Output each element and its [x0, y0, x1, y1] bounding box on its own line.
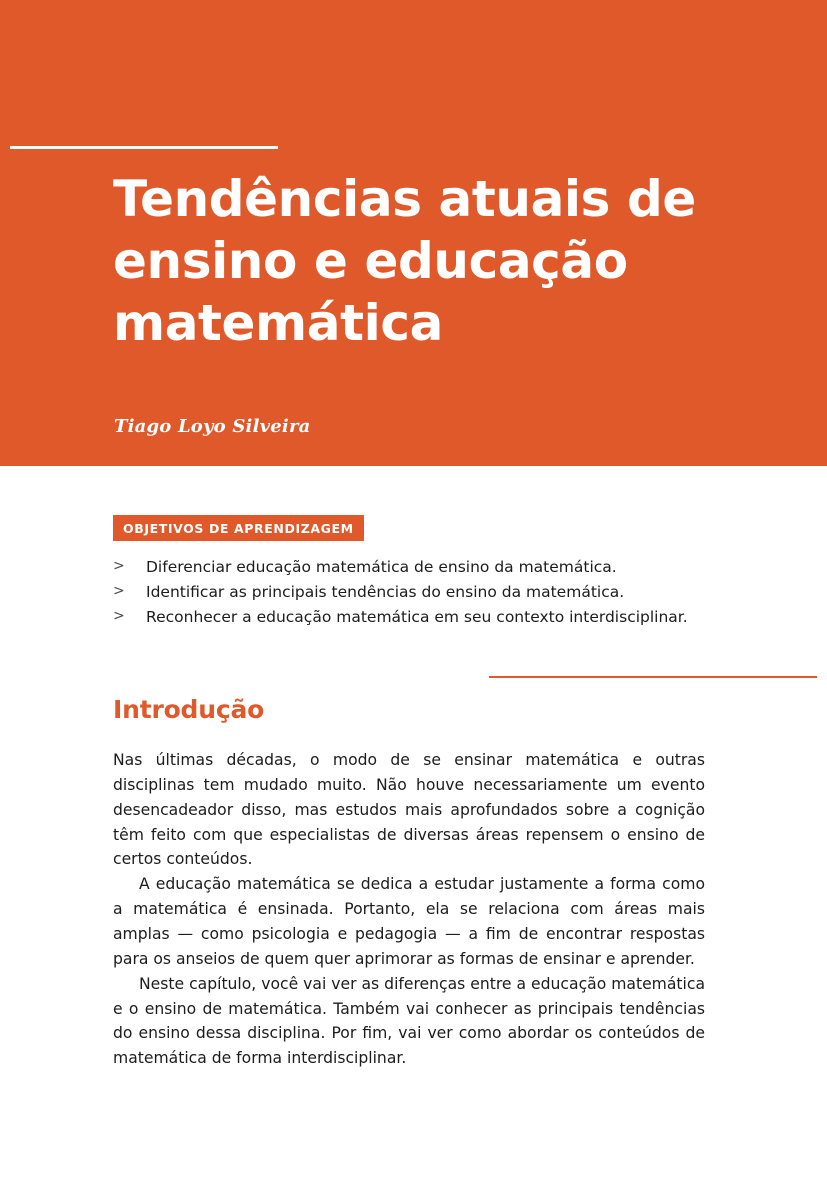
chevron-right-icon: > [113, 608, 125, 625]
paragraph: Nas últimas décadas, o modo de se ensinar matemática e outras disciplinas tem mudado muito. Não houve necessariamente um evento desencadeador disso, mas estudos mais aprofundados sobre a cognição têm feito com que especialistas de diversas áreas repensem o ensino de certos conteúdos. [113, 751, 705, 869]
paragraph: A educação matemática se dedica a estudar justamente a forma como a matemática é ensinada. Portanto, ela se relaciona com áreas mais amplas — como psicologia e pedagogia — a fim de encontrar respostas para os anseios de quem quer aprimorar as formas de ensinar e aprender. [113, 875, 705, 968]
chevron-right-icon: > [113, 583, 125, 600]
header-divider-rule [10, 146, 278, 149]
learning-objectives-list [113, 555, 713, 630]
paragraph: Neste capítulo, você vai ver as diferenças entre a educação matemática e o ensino de matemática. Também vai conhecer as principais tendências do ensino dessa disciplina. Por fim, vai ver como abordar os conteúdos de matemática de forma interdisciplinar. [113, 974, 705, 1068]
list-item-label: Diferenciar educação matemática de ensino da matemática. [146, 558, 617, 576]
chapter-author: Tiago Loyo Silveira [114, 416, 311, 437]
list-item [113, 605, 713, 630]
section-body [113, 748, 705, 1071]
section-divider-rule [489, 676, 817, 678]
section-heading: Introdução [113, 695, 265, 724]
learning-objectives-block [113, 515, 713, 630]
learning-objectives-label: OBJETIVOS DE APRENDIZAGEM [113, 515, 364, 541]
page-title: Tendências atuais de ensino e educação matemática [113, 170, 696, 352]
list-item [113, 580, 713, 605]
list-item [113, 555, 713, 580]
chevron-right-icon: > [113, 558, 125, 574]
list-item-label: Identificar as principais tendências do ensino da matemática. [146, 583, 625, 602]
list-item-label: Reconhecer a educação matemática em seu contexto interdisciplinar. [146, 608, 688, 627]
chapter-header-band [0, 0, 827, 466]
